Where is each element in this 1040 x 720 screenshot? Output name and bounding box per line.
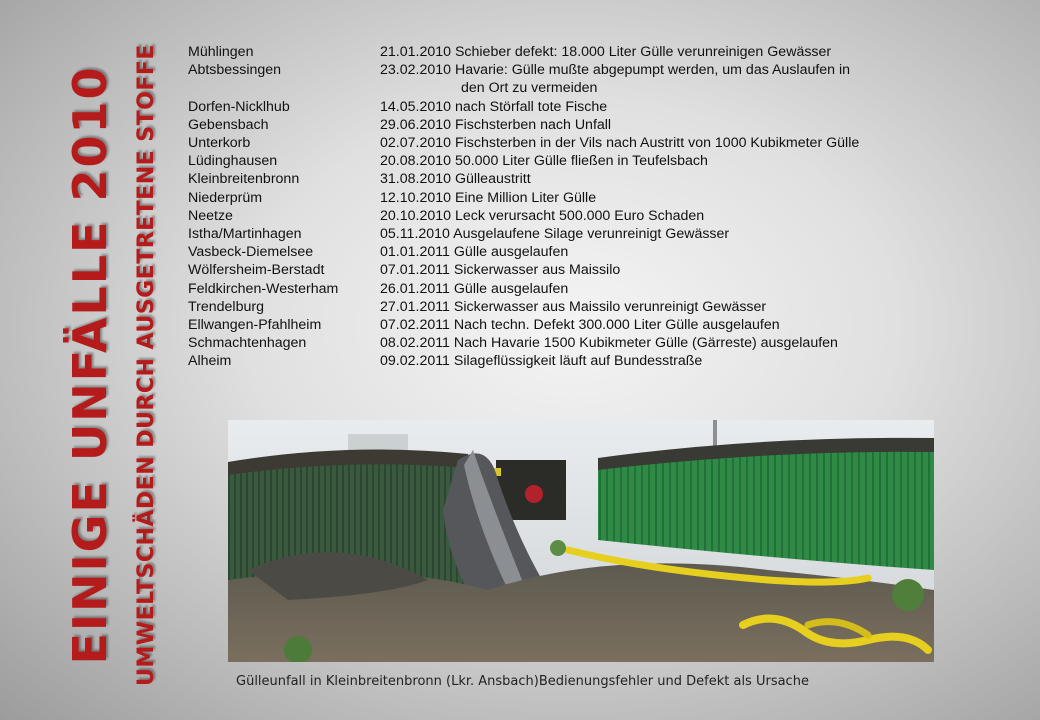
incident-desc: 09.02.2011 Silageflüssigkeit läuft auf Bundesstraße [380,353,703,370]
incident-row [188,134,948,152]
incident-row [188,170,948,188]
incident-place: Trendelburg [188,298,264,315]
incident-row [188,189,948,207]
incident-row [188,116,948,134]
incident-place: Feldkirchen-Westerham [188,280,339,297]
incident-row [188,207,948,225]
incident-row [188,243,948,261]
incident-desc: 02.07.2010 Fischsterben in der Vils nach Austritt von 1000 Kubikmeter Gülle [380,135,860,152]
incident-desc-line1: 23.02.2010 Havarie: Gülle mußte abgepumpt werden, um das Auslaufen in [380,62,851,79]
incident-desc: 01.01.2011 Gülle ausgelaufen [380,244,569,261]
incident-place: Neetze [188,207,233,224]
incident-desc: 27.01.2011 Sickerwasser aus Maissilo verunreinigt Gewässer [380,298,767,315]
incident-place: Niederprüm [188,189,263,206]
incident-place: Istha/Martinhagen [188,226,302,243]
incident-row [188,334,948,352]
incident-place: Dorfen-Nicklhub [188,98,290,115]
incident-place: Mühlingen [188,44,254,60]
incident-desc: 08.02.2011 Nach Havarie 1500 Kubikmeter Gülle (Gärreste) ausgelaufen [380,335,838,352]
incident-list [188,43,948,371]
incident-desc: 29.06.2010 Fischsterben nach Unfall [380,116,612,133]
incident-place: Ellwangen-Pfahlheim [188,317,322,334]
incident-desc: 31.08.2010 Gülleaustritt [380,171,531,188]
incident-row [188,152,948,170]
incident-row [188,261,948,279]
incident-desc: 20.08.2010 50.000 Liter Gülle fließen in Teufelsbach [380,153,708,170]
incident-place: Gebensbach [188,116,269,133]
incident-desc: 07.02.2011 Nach techn. Defekt 300.000 Liter Gülle ausgelaufen [380,317,780,334]
incident-place: Lüdinghausen [188,153,278,170]
incident-place: Kleinbreitenbronn [188,171,300,188]
incident-place: Schmachtenhagen [188,335,307,352]
incident-place: Abtsbessingen [188,62,282,79]
incident-place: Wölfersheim-Berstadt [188,262,325,279]
incident-desc: 07.01.2011 Sickerwasser aus Maissilo [380,262,621,279]
incident-desc: 14.05.2010 nach Störfall tote Fische [380,98,608,115]
photo-caption: Gülleunfall in Kleinbreitenbronn (Lkr. Ansbach)Bedienungsfehler und Defekt als Ursache [236,674,809,689]
incident-row [188,280,948,298]
vertical-title-block [60,40,180,690]
incident-desc-line2: den Ort zu vermeiden [461,80,598,97]
incident-place: Alheim [188,353,232,370]
incident-desc: 26.01.2011 Gülle ausgelaufen [380,280,569,297]
incident-row [188,43,948,61]
incident-desc: 20.10.2010 Leck verursacht 500.000 Euro Schaden [380,207,705,224]
slide-subtitle: UMWELTSCHÄDEN DURCH AUSGETRETENE STOFFE [134,44,159,686]
incident-row [188,298,948,316]
accident-photo [228,420,934,662]
incident-desc [380,61,948,97]
incident-desc: 12.10.2010 Eine Million Liter Gülle [380,189,597,206]
incident-desc: 21.01.2010 Schieber defekt: 18.000 Liter Gülle verunreinigen Gewässer [380,44,832,60]
slide-title: EINIGE UNFÄLLE 2010 [63,65,117,665]
incident-row [188,98,948,116]
incident-row [188,61,948,97]
incident-place: Vasbeck-Diemelsee [188,244,314,261]
incident-desc: 05.11.2010 Ausgelaufene Silage verunreinigt Gewässer [380,226,730,243]
incident-row [188,316,948,334]
incident-row [188,225,948,243]
incident-row [188,352,948,370]
incident-place: Unterkorb [188,135,251,152]
